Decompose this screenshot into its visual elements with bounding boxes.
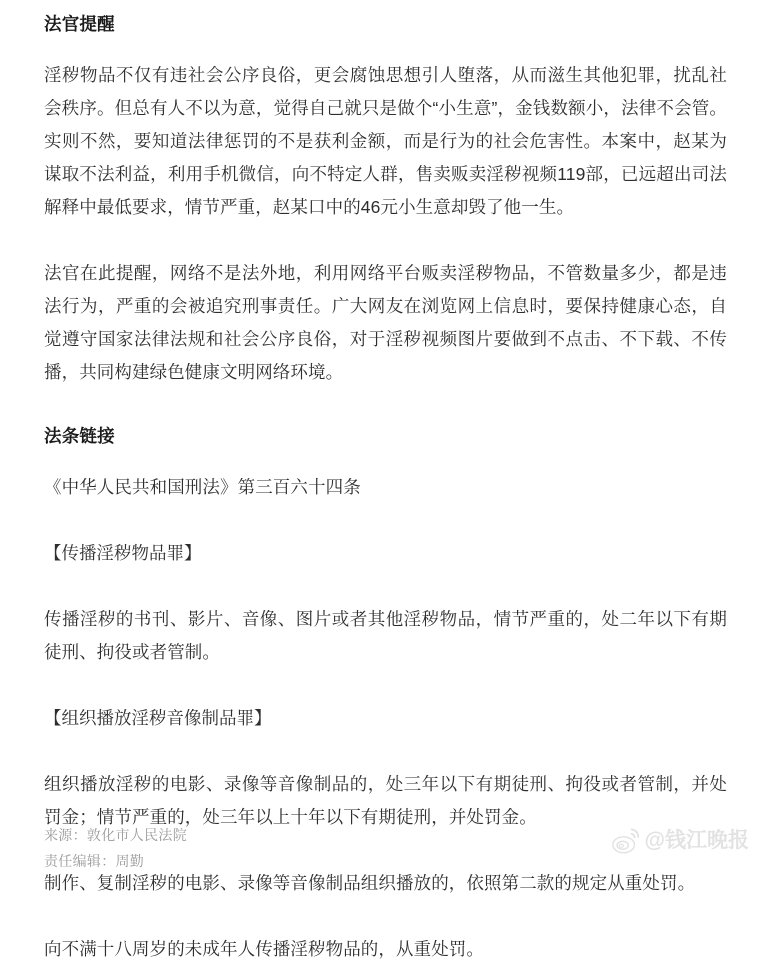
paragraph-judge-reminder-2: 法官在此提醒，网络不是法外地，利用网络平台贩卖淫秽物品，不管数量多少，都是违法行为，严重的会被追究刑事责任。广大网友在浏览网上信息时，要保持健康心态，自觉遵守国家法律法规和社会公序良俗，对于淫秽视频图片要做到不点击、不下载、不传播，共同构建绿色健康文明网络环境。 (44, 263, 727, 382)
paragraph-judge-reminder-1: 淫秽物品不仅有违社会公序良俗，更会腐蚀思想引人堕落，从而滋生其他犯罪，扰乱社会秩序。但总有人不以为意，觉得自己就只是做个“小生意”，金钱数额小，法律不会管。实则不然，要知道法律惩罚的不是获利金额，而是行为的社会危害性。本案中，赵某为谋取不法利益，利用手机微信，向不特定人群，售卖贩卖淫秽视频119部，已远超出司法解释中最低要求，情节严重，赵某口中的46元小生意却毁了他一生。 (44, 65, 727, 217)
crime-title-spreading-obscene-materials: 【传播淫秽物品罪】 (44, 543, 202, 563)
crime-text-producing-copying: 制作、复制淫秽的电影、录像等音像制品组织播放的，依照第二款的规定从重处罚。 (44, 873, 696, 893)
footer-source: 来源：敦化市人民法院 (44, 827, 187, 843)
crime-text-spreading-obscene-materials: 传播淫秽的书刊、影片、音像、图片或者其他淫秽物品，情节严重的，处二年以下有期徒刑、拘役或者管制。 (44, 609, 727, 662)
crime-title-organizing-obscene-playback: 【组织播放淫秽音像制品罪】 (44, 708, 272, 728)
law-citation: 《中华人民共和国刑法》第三百六十四条 (44, 477, 361, 497)
heading-law-links: 法条链接 (44, 426, 115, 446)
heading-judge-reminder: 法官提醒 (44, 14, 115, 34)
article-footer (44, 822, 727, 874)
crime-text-organizing-obscene-playback: 组织播放淫秽的电影、录像等音像制品的，处三年以下有期徒刑、拘役或者管制，并处罚金；情节严重的，处三年以上十年以下有期徒刑，并处罚金。 (44, 774, 727, 827)
footer-editor: 责任编辑：周勤 (44, 853, 145, 869)
weibo-handle: @钱江晚报 (644, 829, 749, 852)
crime-text-minors: 向不满十八周岁的未成年人传播淫秽物品的，从重处罚。 (44, 939, 484, 959)
